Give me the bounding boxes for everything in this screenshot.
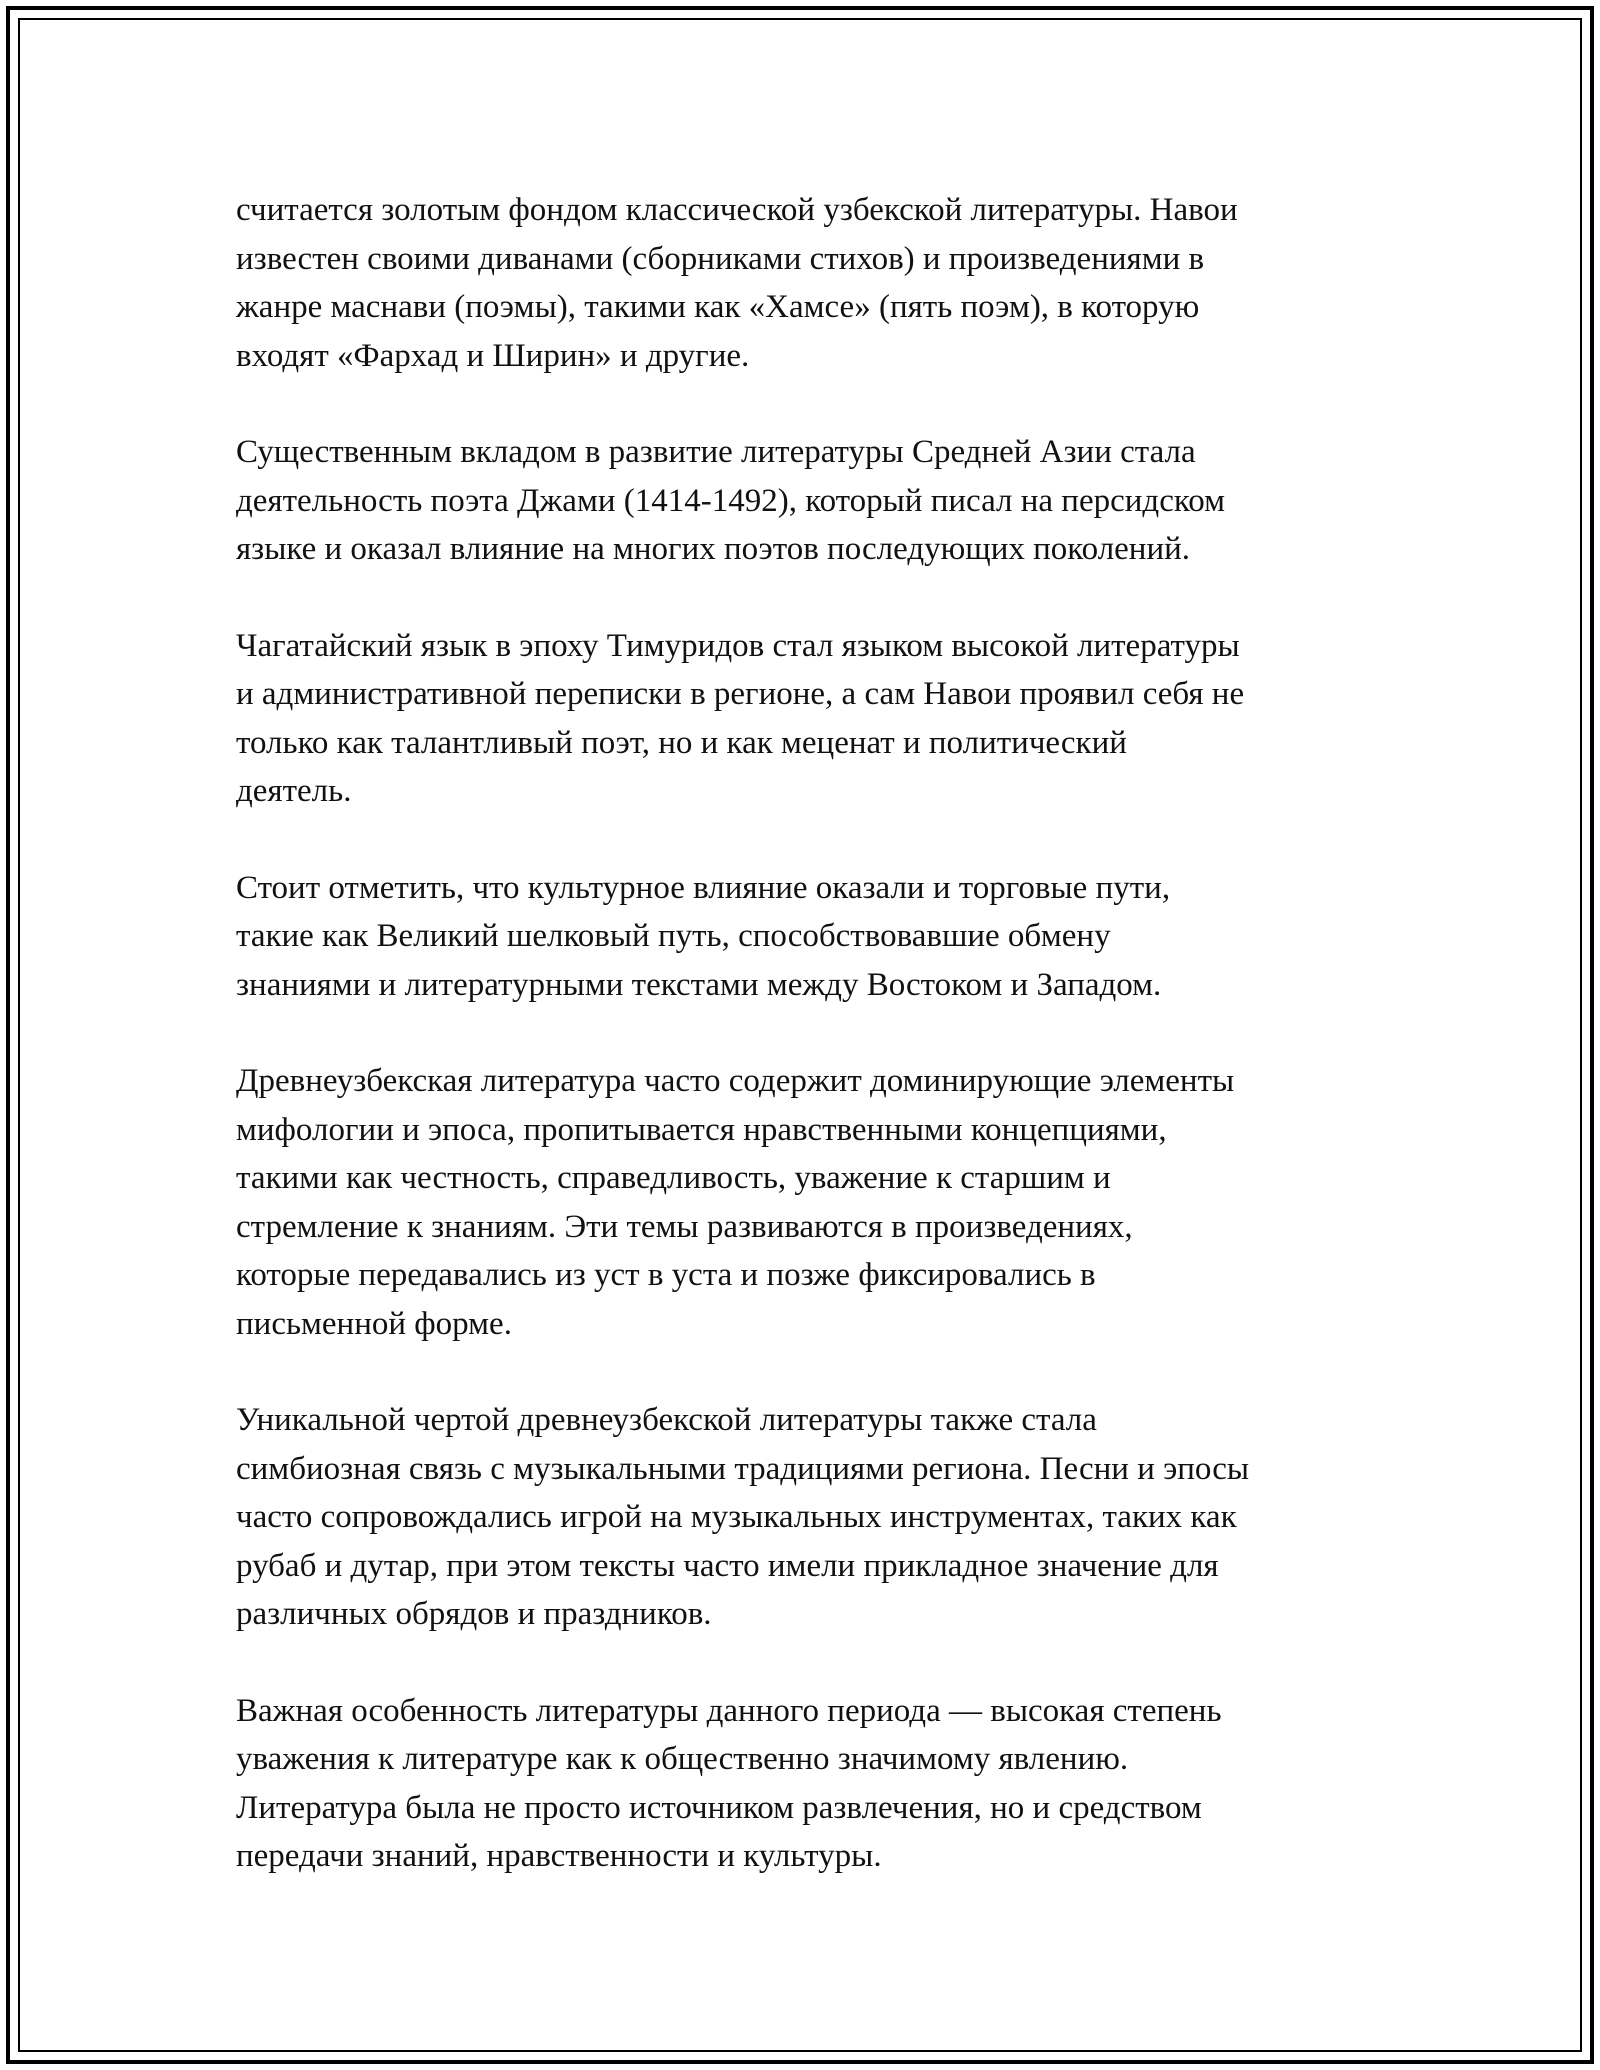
document-body <box>236 186 1396 1929</box>
paragraph-jami: Существенным вкладом в развитие литературы Средней Азии стала деятельность поэта Джами (1414-1492), который писал на персидском языке и оказал влияние на многих поэтов последующих поколений. <box>236 434 1225 567</box>
paragraph-literature-respect: Важная особенность литературы данного периода — высокая степень уважения к литературе как к общественно значимому явлению. Литература была не просто источником развлечения, но и средством передачи знаний, нравственности и культуры. <box>236 1692 1222 1874</box>
paragraph-chagatai-language: Чагатайский язык в эпоху Тимуридов стал языком высокой литературы и административной переписки в регионе, а сам Навои проявил себя не только как талантливый поэт, но и как меценат и политический деятель. <box>236 627 1245 809</box>
paragraph-music-traditions: Уникальной чертой древнеузбекской литературы также стала симбиозная связь с музыкальными традициями региона. Песни и эпосы часто сопровождались игрой на музыкальных инструментах, таких как рубаб и дутар, при этом тексты часто имели прикладное значение для различных обрядов и праздников. <box>236 1402 1250 1632</box>
paragraph-silk-road: Стоит отметить, что культурное влияние оказали и торговые пути, такие как Великий шелковый путь, способствовавшие обмену знаниями и литературными текстами между Востоком и Западом. <box>236 869 1171 1003</box>
paragraph-mythology-epic: Древнеузбекская литература часто содержит доминирующие элементы мифологии и эпоса, пропитывается нравственными концепциями, такими как честность, справедливость, уважение к старшим и стремление к знаниям. Эти темы развиваются в произведениях, которые передавались из уст в уста и позже фиксировались в письменной форме. <box>236 1063 1235 1342</box>
paragraph-navoi-works: считается золотым фондом классической узбекской литературы. Навои известен своими диванами (сборниками стихов) и произведениями в жанре маснави (поэмы), такими как «Хамсе» (пять поэм), в которую входят «Фархад и Ширин» и другие. <box>236 192 1238 374</box>
